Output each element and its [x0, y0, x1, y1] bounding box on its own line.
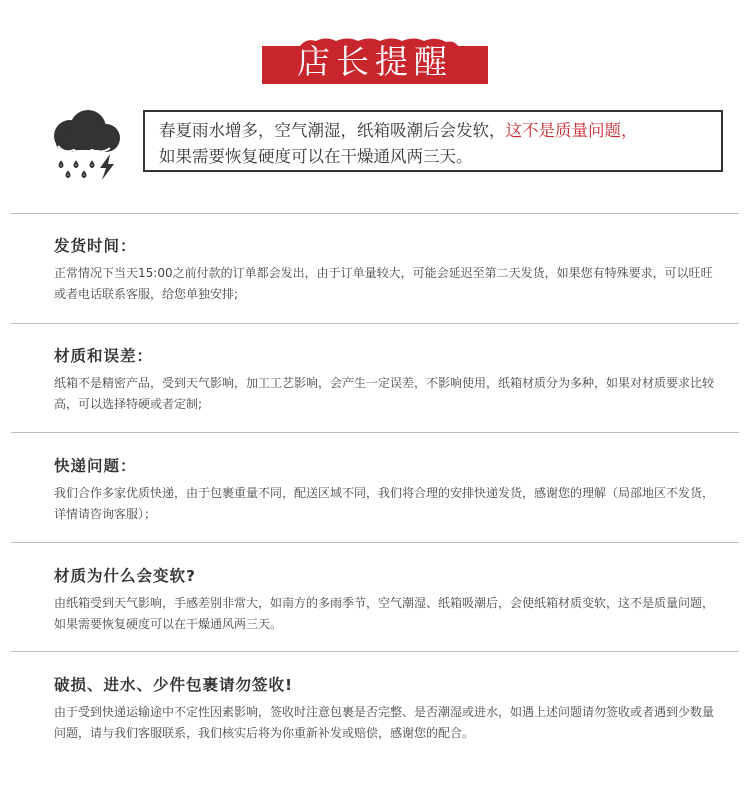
notice-text: 春夏雨水增多，空气潮湿，纸箱吸潮后会发软，	[159, 121, 506, 140]
notice-line-1	[159, 118, 721, 144]
section-why-soft	[54, 565, 714, 635]
notice-box	[143, 110, 723, 172]
divider	[11, 542, 739, 543]
divider	[11, 323, 739, 324]
section-title: 材质和误差：	[54, 347, 154, 365]
section-courier-issues	[54, 455, 714, 525]
section-title: 快递问题：	[54, 457, 137, 475]
section-body: 正常情况下当天15:00之前付款的订单都会发出，由于订单量较大，可能会延迟至第二天发货，如果您有特殊要求，可以旺旺或者电话联系客服，给您单独安排;	[54, 266, 713, 301]
section-shipping-time	[54, 235, 714, 305]
divider	[11, 213, 739, 214]
banner-title: 店长提醒	[297, 42, 453, 81]
section-damaged-package	[54, 674, 714, 744]
section-body: 我们合作多家优质快递，由于包裹重量不同，配送区域不同，我们将合理的安排快递发货，感谢您的理解（局部地区不发货，详情请咨询客服）；	[54, 486, 715, 521]
divider	[11, 651, 739, 652]
section-title: 发货时间：	[54, 237, 137, 255]
rain-cloud-lightning-icon	[48, 108, 124, 184]
store-reminder-banner	[262, 36, 488, 84]
section-body: 由纸箱受到天气影响，手感差别非常大，如南方的多雨季节，空气潮湿、纸箱吸潮后，会使纸箱材质变软，这不是质量问题， 如果需要恢复硬度可以在干燥通风两三天。	[54, 596, 715, 631]
section-title: 破损、进水、少件包裹请勿签收!	[54, 676, 294, 694]
section-material-tolerance	[54, 345, 714, 415]
section-body: 纸箱不是精密产品，受到天气影响，加工工艺影响，会产生一定误差，不影响使用，纸箱材质分为多种，如果对材质要求比较高，可以选择特硬或者定制;	[54, 376, 715, 411]
section-body: 由于受到快递运输途中不定性因素影响，签收时注意包裹是否完整、是否潮湿或进水，如遇上述问题请勿签收或者遇到少数量问题，请与我们客服联系，我们核实后将为你重新补发或赔偿，感谢您的配合。	[54, 705, 715, 740]
divider	[11, 432, 739, 433]
notice-line-2: 如果需要恢复硬度可以在干燥通风两三天。	[159, 147, 473, 166]
section-title: 材质为什么会变软?	[54, 567, 196, 585]
notice-highlight: 这不是质量问题，	[505, 121, 638, 140]
